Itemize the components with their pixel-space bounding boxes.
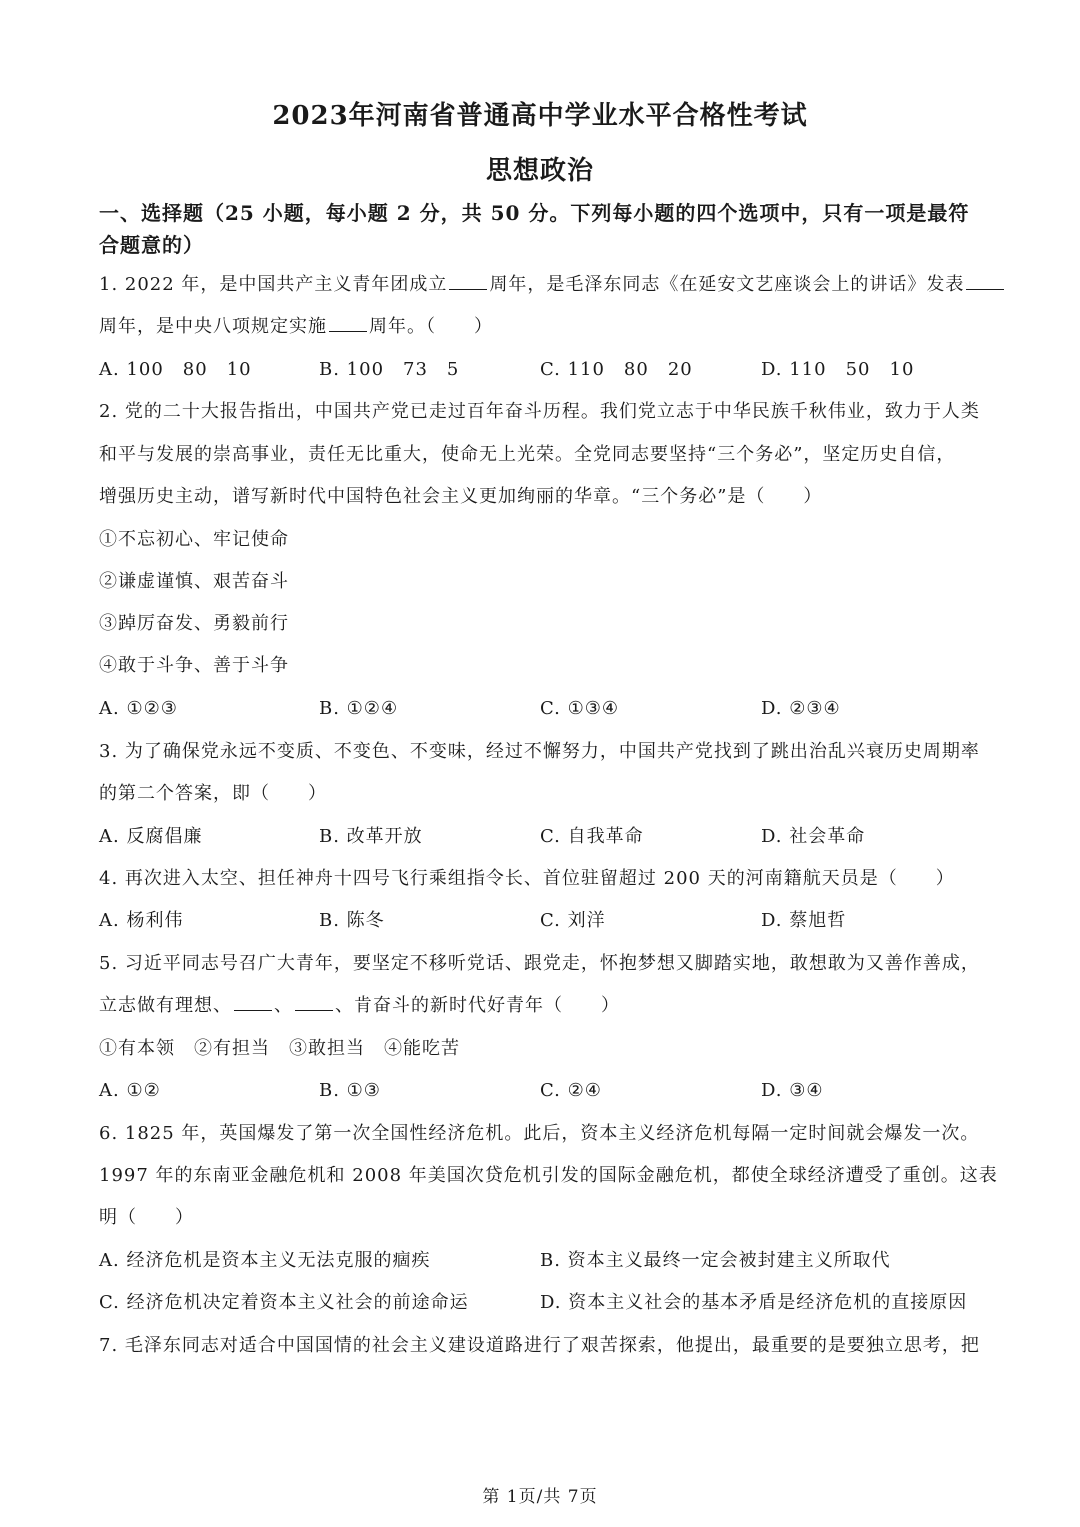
q2-item-2: ②谦虚谨慎、艰苦奋斗 bbox=[99, 571, 289, 592]
q1-option-d: D. 110 50 10 bbox=[761, 359, 915, 380]
q5-option-b: B. ①③ bbox=[319, 1080, 381, 1101]
q2-item-1: ①不忘初心、牢记使命 bbox=[99, 529, 289, 550]
q1-option-c: C. 110 80 20 bbox=[540, 359, 693, 380]
q3-option-b: B. 改革开放 bbox=[319, 826, 423, 847]
section-heading-line2: 合题意的） bbox=[99, 233, 204, 257]
q6-option-a: A. 经济危机是资本主义无法克服的痼疾 bbox=[99, 1250, 431, 1271]
answer-blank bbox=[966, 273, 1004, 290]
question-1-line1 bbox=[99, 272, 981, 298]
q4-option-c: C. 刘洋 bbox=[540, 910, 606, 931]
question-5-line1: 5. 习近平同志号召广大青年，要坚定不移听党话、跟党走，怀抱梦想又脚踏实地，敢想敢为又善作善成， bbox=[99, 953, 980, 974]
question-6-line1: 6. 1825 年，英国爆发了第一次全国性经济危机。此后，资本主义经济危机每隔一定时间就会爆发一次。 bbox=[99, 1123, 980, 1144]
q1-option-b: B. 100 73 5 bbox=[319, 359, 460, 380]
q2-item-3: ③踔厉奋发、勇毅前行 bbox=[99, 613, 289, 634]
question-2-line3: 增强历史主动，谱写新时代中国特色社会主义更加绚丽的华章。“三个务必”是（ ） bbox=[99, 486, 823, 507]
q2-option-a: A. ①②③ bbox=[99, 698, 178, 719]
q6-option-b: B. 资本主义最终一定会被封建主义所取代 bbox=[540, 1250, 891, 1271]
q6-option-d: D. 资本主义社会的基本矛盾是经济危机的直接原因 bbox=[540, 1292, 968, 1313]
q3-option-a: A. 反腐倡廉 bbox=[99, 826, 203, 847]
q5-option-c: C. ②④ bbox=[540, 1080, 602, 1101]
q1-text-d: 周年。（ ） bbox=[369, 316, 493, 337]
q5-option-d: D. ③④ bbox=[761, 1080, 824, 1101]
page-number: 第 1页/共 7页 bbox=[482, 1487, 598, 1507]
q1-text-c: 周年，是中央八项规定实施 bbox=[99, 316, 327, 337]
q4-option-a: A. 杨利伟 bbox=[99, 910, 184, 931]
question-2-line2: 和平与发展的崇高事业，责任无比重大，使命无上光荣。全党同志要坚持“三个务必”，坚定历史自信， bbox=[99, 444, 956, 465]
question-5-line2 bbox=[99, 993, 981, 1019]
q4-option-b: B. 陈冬 bbox=[319, 910, 385, 931]
section-heading-line1: 一、选择题（25 小题，每小题 2 分，共 50 分。下列每小题的四个选项中，只有一项是最符 bbox=[99, 201, 970, 225]
q3-option-d: D. 社会革命 bbox=[761, 826, 866, 847]
answer-blank bbox=[295, 994, 333, 1011]
question-6-line3: 明（ ） bbox=[99, 1207, 194, 1228]
question-7-line1: 7. 毛泽东同志对适合中国国情的社会主义建设道路进行了艰苦探索，他提出，最重要的是要独立思考，把 bbox=[99, 1335, 980, 1356]
q5-option-a: A. ①② bbox=[99, 1080, 161, 1101]
question-1-line2 bbox=[99, 314, 981, 340]
subject-title: 思想政治 bbox=[485, 156, 594, 186]
q3-option-c: C. 自我革命 bbox=[540, 826, 644, 847]
q4-option-d: D. 蔡旭哲 bbox=[761, 910, 847, 931]
q5-text-b: 、 bbox=[274, 995, 293, 1016]
question-3-line2: 的第二个答案，即（ ） bbox=[99, 783, 327, 804]
q1-text-b: 周年，是毛泽东同志《在延安文艺座谈会上的讲话》发表 bbox=[489, 274, 965, 295]
q1-text-a: 1. 2022 年，是中国共产主义青年团成立 bbox=[99, 274, 448, 295]
answer-blank bbox=[449, 273, 487, 290]
q5-text-c: 、肯奋斗的新时代好青年（ ） bbox=[335, 995, 620, 1016]
answer-blank bbox=[329, 315, 367, 332]
question-2-line1: 2. 党的二十大报告指出，中国共产党已走过百年奋斗历程。我们党立志于中华民族千秋伟业，致力于人类 bbox=[99, 401, 980, 422]
q2-option-d: D. ②③④ bbox=[761, 698, 841, 719]
q2-option-c: C. ①③④ bbox=[540, 698, 619, 719]
exam-title: 2023年河南省普通高中学业水平合格性考试 bbox=[272, 101, 808, 131]
q6-option-c: C. 经济危机决定着资本主义社会的前途命运 bbox=[99, 1292, 469, 1313]
question-6-line2: 1997 年的东南亚金融危机和 2008 年美国次贷危机引发的国际金融危机，都使全球经济遭受了重创。这表 bbox=[99, 1165, 998, 1186]
q5-text-a: 立志做有理想、 bbox=[99, 995, 232, 1016]
q1-option-a: A. 100 80 10 bbox=[99, 359, 252, 380]
answer-blank bbox=[234, 994, 272, 1011]
question-4-line1: 4. 再次进入太空、担任神舟十四号飞行乘组指令长、首位驻留超过 200 天的河南籍航天员是（ ） bbox=[99, 868, 955, 889]
q5-items: ①有本领 ②有担当 ③敢担当 ④能吃苦 bbox=[99, 1038, 460, 1059]
q2-item-4: ④敢于斗争、善于斗争 bbox=[99, 655, 289, 676]
question-3-line1: 3. 为了确保党永远不变质、不变色、不变味，经过不懈努力，中国共产党找到了跳出治乱兴衰历史周期率 bbox=[99, 741, 980, 762]
q2-option-b: B. ①②④ bbox=[319, 698, 399, 719]
